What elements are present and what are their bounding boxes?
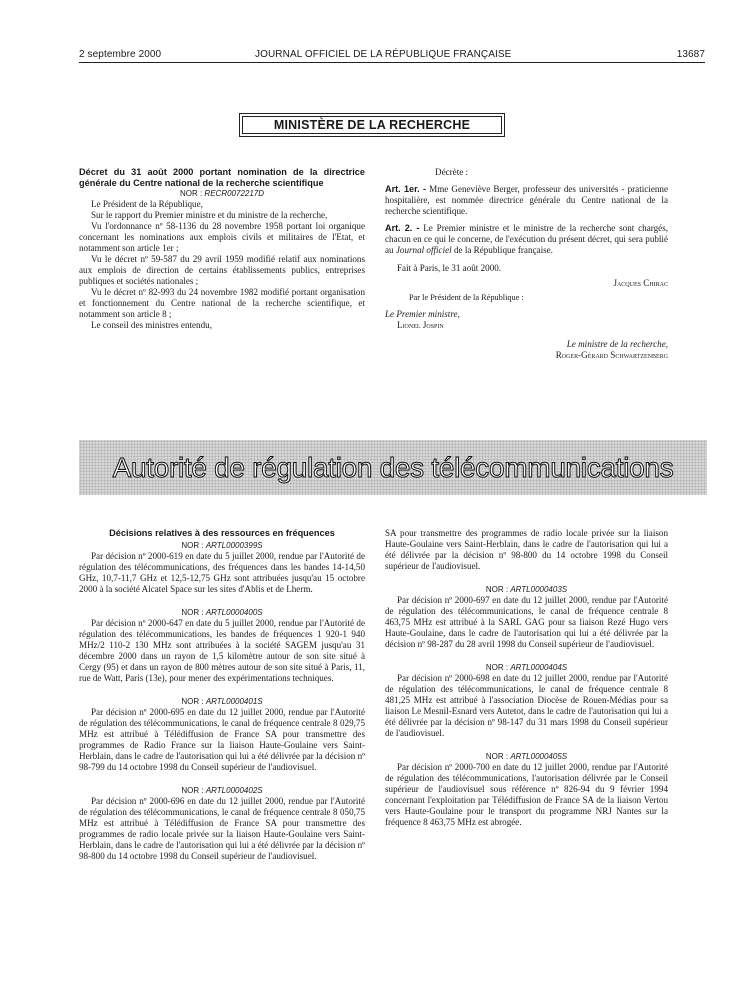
decision-nor: NOR : ARTL0000403S: [485, 585, 568, 594]
decree-para: Vu le décret nº 59-587 du 29 avril 1959 modifié relatif aux nominations aux emplois de direction de certains établissements publics, entreprises publiques et sociétés nationales ;: [79, 254, 365, 286]
decision-text: Par décision nº 2000-696 en date du 12 juillet 2000, rendue par l'Autorité de régulation des télécommunications, le canal de fréquence centrale 8 050,75 MHz est attribué à Télédiffusion de France SA pour transmettre des programmes de radio locale privée sur la liaison Haute-Goulaine vers Saint-Herblain, dans le cadre de l'autorisation qui lui a été délivrée par la décision nº 98-800 du 14 octobre 1998 du Conseil supérieur de l'audiovisuel.: [79, 796, 365, 861]
decision-nor: NOR : ARTL0000401S: [181, 697, 263, 706]
decree-title: Décret du 31 août 2000 portant nomination de la directrice générale du Centre national de la recherche scientifique: [79, 167, 365, 188]
decisions-right-column: [385, 528, 668, 828]
decision-text: Par décision nº 2000-647 en date du 5 juillet 2000, rendue par l'Autorité de régulation des télécommunications, les bandes de fréquences 1 920-1 940 MHz/2 110-2 130 MHz sont attribuées à la société SAGEM jusqu'au 31 décembre 2000 dans un rayon de 1,5 kilomètre autour de son site situé à Cergy (95) et dans un rayon de 800 mètres autour de son site situé à Paris, 11, rue de Watt, Paris (13e), pour mener des expérimentations techniques.: [79, 618, 365, 683]
decision-text-continued: SA pour transmettre des programmes de radio locale privée sur la liaison Haute-Goulaine vers Saint-Herblain, dans le cadre de l'autorisation qui lui a été délivrée par la décision nº 98-800 du 14 octobre 1998 du Conseil supérieur de l'audiovisuel.: [385, 528, 668, 571]
decision-text: Par décision nº 2000-695 en date du 12 juillet 2000, rendue par l'Autorité de régulation des télécommunications, le canal de fréquence centrale 8 029,75 MHz est attribué à Télédiffusion de France SA pour transmettre des programmes de Radio France sur la liaison Haute-Goulaine vers Saint-Herblain, dans le cadre de l'autorisation qui lui a été délivrée par la décision nº 98-799 du 14 octobre 1998 du Conseil supérieur de l'audiovisuel.: [79, 707, 365, 772]
decision-text: Par décision nº 2000-698 en date du 12 juillet 2000, rendue par l'Autorité de régulation des télécommunications, le canal de fréquence centrale 8 481,25 MHz est attribué à l'association Diocèse de Rouen-Médias pour sa liaison Le Mesnil-Esnard vers Autetot, dans le cadre de l'autorisation qui lui a été délivrée par la décision nº 98-147 du 31 mars 1998 du Conseil supérieur de l'audiovisuel.: [385, 673, 668, 738]
ministry-heading: MINISTÈRE DE LA RECHERCHE: [273, 118, 471, 132]
decree-para: Le Président de la République,: [91, 199, 203, 209]
header-rule: [79, 62, 705, 63]
ministry-heading-box: [239, 113, 505, 137]
authority-banner-title: Autorité de régulation des télécommunications: [112, 451, 674, 483]
decision-nor: NOR : ARTL0000399S: [181, 541, 263, 550]
decree-fait: Fait à Paris, le 31 août 2000.: [397, 263, 502, 273]
decree-decrete: Décrète :: [435, 167, 469, 177]
decree-minister-name: Roger-Gérard Schwartzenberg: [555, 350, 668, 360]
decisions-title: Décisions relatives à des ressources en fréquences: [109, 528, 335, 538]
decree-minister-title: Le ministre de la recherche,: [566, 339, 668, 349]
header-journal-title: JOURNAL OFFICIEL DE LA RÉPUBLIQUE FRANÇAISE: [255, 49, 512, 60]
authority-banner: [79, 440, 707, 495]
decree-pm-name: Lionel Jospin: [397, 320, 444, 330]
decree-pm-title: Le Premier ministre,: [385, 309, 460, 319]
decree-right-column: [385, 167, 668, 361]
decision-nor: NOR : ARTL0000400S: [181, 608, 263, 617]
decree-para: Vu le décret nº 82-993 du 24 novembre 1982 modifié portant organisation et fonctionnement du Centre national de la recherche scientifique, et notamment son article 8 ;: [79, 287, 365, 319]
header-date: 2 septembre 2000: [79, 49, 162, 60]
decision-text: Par décision nº 2000-700 en date du 12 juillet 2000, rendue par l'Autorité de régulation des télécommunications, l'autorisation délivrée par le Conseil supérieur de l'audiovisuel sous référence nº 826-94 du 9 février 1994 concernant l'exploitation par Télédiffusion de France SA de la liaison Vertou vers Haute-Goulaine pour le transport du programme NRJ Nantes sur la fréquence 8 463,75 MHz est abrogée.: [385, 762, 668, 827]
decree-signer: Jacques Chirac: [613, 278, 668, 288]
decision-text: Par décision nº 2000-619 en date du 5 juillet 2000, rendue par l'Autorité de régulation des télécommunications, des fréquences dans les bandes 14-14,50 GHz, 10,7-11,7 GHz et 12,5-12,75 GHz sont attribuées jusqu'au 15 octobre 2000 à la société Alcatel Space sur les sites d'Ablis et de Lherm.: [79, 551, 365, 594]
decree-article-2: Art. 2. - Le Premier ministre et le ministre de la recherche sont chargés, chacun en ce qui le concerne, de l'exécution du présent décret, qui sera publié au Journal officiel de la République française.: [385, 223, 669, 255]
decision-nor: NOR : ARTL0000402S: [181, 786, 263, 795]
decision-nor: NOR : ARTL0000404S: [485, 663, 568, 672]
decisions-left-column: [79, 528, 365, 861]
decree-para: Sur le rapport du Premier ministre et du ministre de la recherche,: [91, 210, 328, 220]
decision-nor: NOR : ARTL0000405S: [485, 752, 568, 761]
decree-left-column: [79, 167, 365, 331]
header-page-number: 13687: [676, 49, 705, 60]
decision-text: Par décision nº 2000-697 en date du 12 juillet 2000, rendue par l'Autorité de régulation des télécommunications, le canal de fréquence centrale 8 463,75 MHz est attribué à la SARL GAG pour sa liaison Rezé Hugo vers Haute-Goulaine, dans le cadre de l'autorisation qui lui a été délivrée par la décision nº 98-287 du 28 avril 1998 du Conseil supérieur de l'audiovisuel.: [385, 595, 668, 649]
decree-para: Vu l'ordonnance nº 58-1136 du 28 novembre 1958 portant loi organique concernant les nominations aux emplois civils et militaires de l'Etat, et notamment son article 1er ;: [79, 221, 365, 253]
decree-par-le: Par le Président de la République :: [409, 293, 524, 302]
decree-para: Le conseil des ministres entendu,: [91, 320, 212, 330]
decree-article-1: Art. 1er. - Mme Geneviève Berger, professeur des universités - praticienne hospitalière, est nommée directrice générale du Centre national de la recherche scientifique.: [385, 184, 668, 216]
decree-nor: NOR : RECR0072217D: [179, 189, 265, 198]
